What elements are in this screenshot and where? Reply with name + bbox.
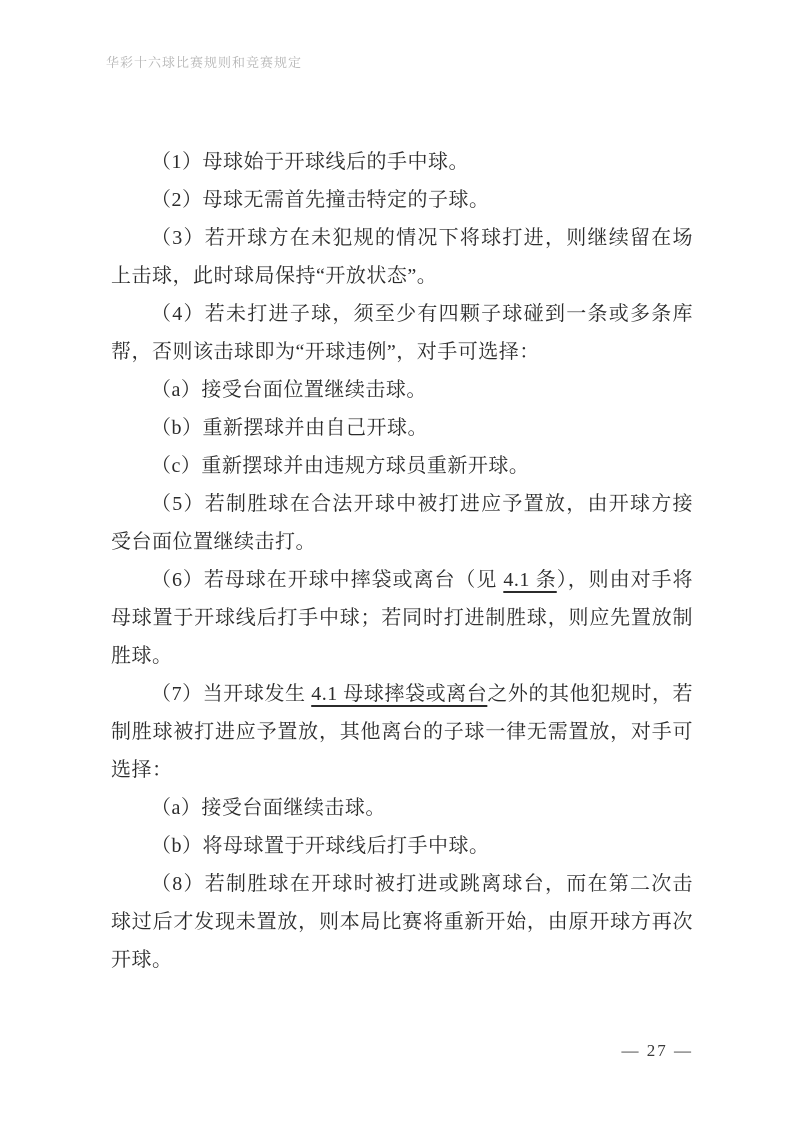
rule-reference-underlined: 4.1 母球摔袋或离台 bbox=[311, 683, 488, 705]
paragraph-text: （2）母球无需首先撞击特定的子球。 bbox=[151, 189, 490, 211]
running-header: 华彩十六球比赛规则和竞赛规定 bbox=[106, 55, 303, 70]
paragraph-text: （6）若母球在开球中摔袋或离台（见 bbox=[151, 569, 504, 591]
paragraph bbox=[111, 827, 693, 865]
paragraph-text: （3）若开球方在未犯规的情况下将球打进，则继续留在场上击球，此时球局保持“开放状态”。 bbox=[111, 227, 693, 287]
page-number: — 27 — bbox=[621, 1041, 693, 1060]
paragraph bbox=[111, 143, 693, 181]
paragraph bbox=[111, 675, 693, 789]
paragraph bbox=[111, 219, 693, 295]
paragraph-text: ），则由对手将母球置于开球线后打手中球；若同时打进制胜球，则应先置放制胜球。 bbox=[111, 569, 694, 667]
paragraph-text: （4）若未打进子球，须至少有四颗子球碰到一条或多条库帮，否则该击球即为“开球违例”，对手可选择： bbox=[111, 303, 693, 363]
paragraph bbox=[111, 789, 693, 827]
paragraph bbox=[111, 295, 693, 371]
paragraph-text: （a）接受台面继续击球。 bbox=[151, 797, 386, 819]
paragraph bbox=[111, 181, 693, 219]
rule-reference-underlined: 4.1 条 bbox=[503, 569, 557, 591]
paragraph bbox=[111, 371, 693, 409]
paragraph-text: （b）将母球置于开球线后打手中球。 bbox=[151, 835, 490, 857]
paragraph-text: （a）接受台面位置继续击球。 bbox=[151, 379, 427, 401]
paragraph bbox=[111, 865, 693, 979]
paragraph bbox=[111, 561, 693, 675]
paragraph bbox=[111, 485, 693, 561]
paragraph-text: （7）当开球发生 bbox=[151, 683, 312, 705]
paragraph-text: （b）重新摆球并由自己开球。 bbox=[151, 417, 428, 439]
paragraph-text: （5）若制胜球在合法开球中被打进应予置放，由开球方接受台面位置继续击打。 bbox=[111, 493, 693, 553]
paragraph-text: （8）若制胜球在开球时被打进或跳离球台，而在第二次击球过后才发现未置放，则本局比赛将重新开始，由原开球方再次开球。 bbox=[111, 873, 693, 971]
document-body bbox=[111, 143, 693, 979]
paragraph bbox=[111, 447, 693, 485]
paragraph-text: （1）母球始于开球线后的手中球。 bbox=[151, 151, 469, 173]
paragraph-text: （c）重新摆球并由违规方球员重新开球。 bbox=[151, 455, 530, 477]
paragraph bbox=[111, 409, 693, 447]
paragraph-text: 之外的其他犯规时，若制胜球被打进应予置放，其他离台的子球一律无需置放，对手可选择： bbox=[111, 683, 694, 781]
